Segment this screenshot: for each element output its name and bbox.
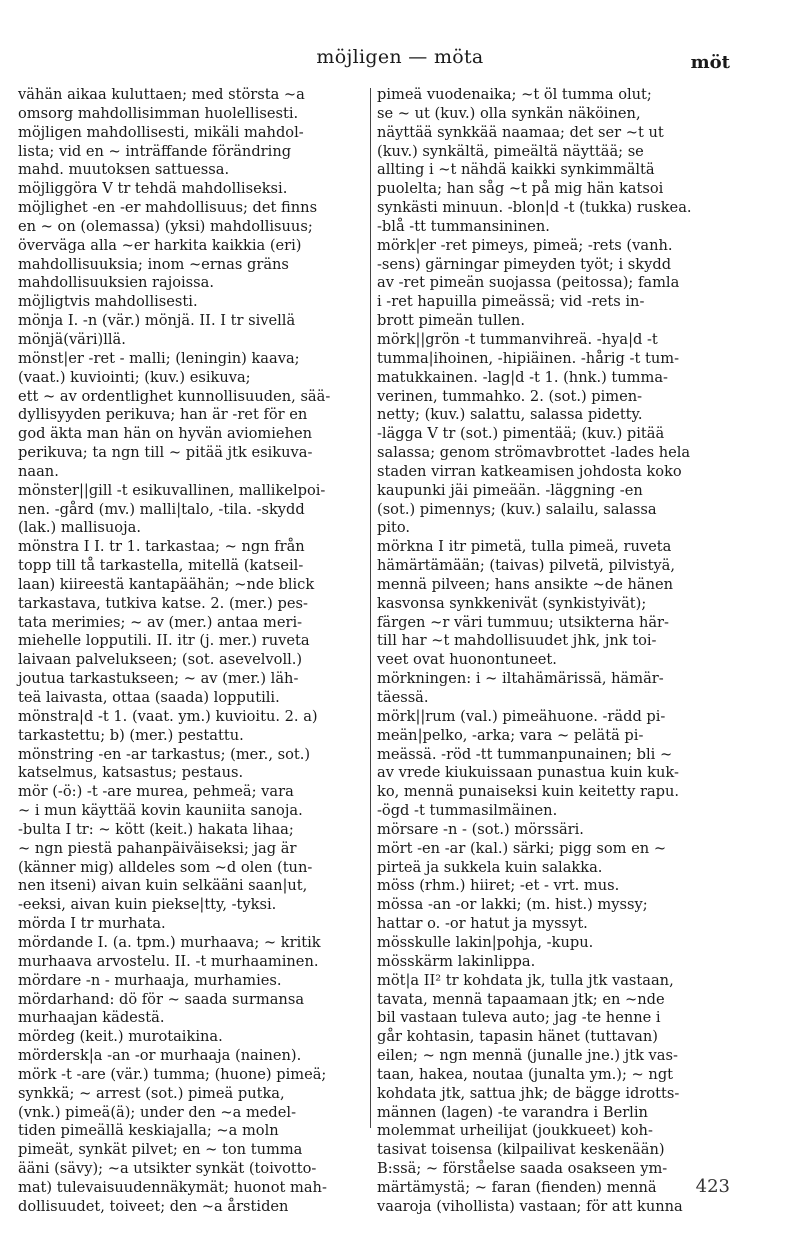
dictionary-line: murhaajan kädestä. xyxy=(18,1009,165,1027)
dictionary-line: näyttää synkkää naamaa; det ser ~t ut xyxy=(377,123,664,141)
dictionary-line: märtämystä; ~ faran (fienden) mennä xyxy=(377,1178,657,1196)
dictionary-line: (vaat.) kuviointi; (kuv.) esikuva; xyxy=(18,368,251,386)
dictionary-line: pirteä ja sukkela kuin salakka. xyxy=(377,858,603,876)
dictionary-line: mördande I. (a. tpm.) murhaava; ~ kritik xyxy=(18,933,321,951)
dictionary-line: männen (lagen) -te varandra i Berlin xyxy=(377,1103,648,1121)
dictionary-line: mahdollisuuksia; inom ~ernas gräns xyxy=(18,255,289,273)
dictionary-line: -lägga V tr (sot.) pimentää; (kuv.) pitää xyxy=(377,425,665,443)
dictionary-line: pimeä vuodenaika; ~t öl tumma olut; xyxy=(377,86,652,103)
dictionary-line: nen. -gård (mv.) malli|talo, -tila. -skydd xyxy=(18,500,305,518)
dictionary-line: synkästi minuun. -blon|d -t (tukka) ruskea. xyxy=(377,199,692,217)
dictionary-line: möjlighet -en -er mahdollisuus; det finns xyxy=(18,199,318,217)
dictionary-line: meässä. -röd -tt tummanpunainen; bli ~ xyxy=(377,745,673,763)
dictionary-line: perikuva; ta ngn till ~ pitää jtk esikuva- xyxy=(18,444,313,462)
dictionary-line: dollisuudet, toiveet; den ~a årstiden xyxy=(18,1197,289,1215)
dictionary-line: laan) kiireestä kantapäähän; ~nde blick xyxy=(18,575,315,593)
dictionary-line: (kuv.) synkältä, pimeältä näyttää; se xyxy=(377,142,644,160)
guide-word: möt xyxy=(690,52,730,73)
dictionary-line: nen itseni) aivan kuin selkääni saan|ut, xyxy=(18,877,308,895)
dictionary-line: mönst|er -ret - malli; (leningin) kaava; xyxy=(18,349,300,367)
dictionary-line: mördarhand: dö för ~ saada surmansa xyxy=(18,990,305,1008)
dictionary-line: mördare -n - murhaaja, murhamies. xyxy=(18,971,282,989)
dictionary-line: mösskärm lakinlippa. xyxy=(377,952,536,970)
dictionary-line: matukkainen. -lag|d -t 1. (hnk.) tumma- xyxy=(377,368,668,386)
dictionary-line: kasvonsa synkkenivät (synkistyivät); xyxy=(377,594,647,612)
dictionary-line: synkkä; ~ arrest (sot.) pimeä putka, xyxy=(18,1084,285,1102)
dictionary-line: färgen ~r väri tummuu; utsikterna här- xyxy=(377,613,669,631)
dictionary-line: -blå -tt tummansininen. xyxy=(377,217,550,235)
dictionary-line: allting i ~t nähdä kaikki synkimmältä xyxy=(377,161,655,179)
dictionary-line: mörk||grön -t tummanvihreä. -hya|d -t xyxy=(377,330,658,348)
dictionary-line: tarkastava, tutkiva katse. 2. (mer.) pes- xyxy=(18,594,308,612)
dictionary-line: mahd. muutoksen sattuessa. xyxy=(18,161,230,179)
dictionary-line: vaaroja (vihollista) vastaan; för att kunna xyxy=(377,1197,683,1215)
dictionary-line: kaupunki jäi pimeään. -läggning -en xyxy=(377,481,643,499)
dictionary-line: -sens) gärningar pimeyden työt; i skydd xyxy=(377,255,672,273)
dictionary-line: en ~ on (olemassa) (yksi) mahdollisuus; xyxy=(18,217,313,235)
dictionary-line: mörsare -n - (sot.) mörssäri. xyxy=(377,820,584,838)
dictionary-line: (sot.) pimennys; (kuv.) salailu, salassa xyxy=(377,500,657,518)
dictionary-line: mörk||rum (val.) pimeähuone. -rädd pi- xyxy=(377,707,666,725)
dictionary-line: taan, hakea, noutaa (junalta ym.); ~ ngt xyxy=(377,1065,674,1083)
dictionary-line: mörk -t -are (vär.) tumma; (huone) pimeä; xyxy=(18,1065,327,1083)
dictionary-line: möjligtvis mahdollisesti. xyxy=(18,293,198,311)
dictionary-line: miehelle lopputili. II. itr (j. mer.) ruveta xyxy=(18,632,310,650)
left-column xyxy=(18,86,365,1217)
dictionary-line: pito. xyxy=(377,519,411,537)
dictionary-line: -eeksi, aivan kuin piekse|tty, -tyksi. xyxy=(18,896,277,914)
dictionary-line: mönstra I I. tr 1. tarkastaa; ~ ngn från xyxy=(18,538,305,556)
dictionary-line: överväga alla ~er harkita kaikkia (eri) xyxy=(18,236,302,254)
dictionary-line: tiden pimeällä keskiajalla; ~a moln xyxy=(18,1122,279,1140)
dictionary-line: katselmus, katsastus; pestaus. xyxy=(18,764,244,782)
dictionary-line: B:ssä; ~ förståelse saada osakseen ym- xyxy=(377,1160,668,1178)
dictionary-line: netty; (kuv.) salattu, salassa pidetty. xyxy=(377,406,643,424)
dictionary-line: tata merimies; ~ av (mer.) antaa meri- xyxy=(18,613,303,631)
dictionary-line: mat) tulevaisuudennäkymät; huonot mah- xyxy=(18,1178,327,1196)
dictionary-line: bil vastaan tuleva auto; jag -te henne i xyxy=(377,1009,661,1027)
dictionary-line: tumma|ihoinen, -hipiäinen. -hårig -t tum- xyxy=(377,349,680,367)
dictionary-line: salassa; genom strömavbrottet -lades hela xyxy=(377,444,691,462)
dictionary-line: täessä. xyxy=(377,689,429,706)
dictionary-line: möss (rhm.) hiiret; -et - vrt. mus. xyxy=(377,877,620,895)
dictionary-line: veet ovat huonontuneet. xyxy=(377,651,557,669)
dictionary-line: joutua tarkastukseen; ~ av (mer.) läh- xyxy=(18,670,299,688)
dictionary-line: ääni (sävy); ~a utsikter synkät (toivotto- xyxy=(18,1160,317,1178)
dictionary-line: eilen; ~ ngn mennä (junalle jne.) jtk vas- xyxy=(377,1047,678,1065)
dictionary-line: mönstring -en -ar tarkastus; (mer., sot.) xyxy=(18,745,311,763)
dictionary-line: teä laivasta, ottaa (saada) lopputili. xyxy=(18,689,280,706)
dictionary-line: tasivat toisensa (kilpailivat keskenään) xyxy=(377,1141,665,1159)
dictionary-line: (lak.) mallisuoja. xyxy=(18,519,141,537)
dictionary-line: -bulta I tr: ~ kött (keit.) hakata lihaa; xyxy=(18,820,294,838)
running-head: möjligen — möta xyxy=(316,46,484,68)
dictionary-line: topp till tå tarkastella, mitellä (katseil- xyxy=(18,557,304,575)
dictionary-line: omsorg mahdollisimman huolellisesti. xyxy=(18,104,299,122)
dictionary-line: meän|pelko, -arka; vara ~ pelätä pi- xyxy=(377,726,644,744)
dictionary-line: lista; vid en ~ inträffande förändring xyxy=(18,142,292,160)
dictionary-line: mahdollisuuksien rajoissa. xyxy=(18,274,215,292)
dictionary-line: verinen, tummahko. 2. (sot.) pimen- xyxy=(377,387,643,405)
dictionary-line: av vrede kiukuissaan punastua kuin kuk- xyxy=(377,764,679,782)
dictionary-line: puolelta; han såg ~t på mig hän katsoi xyxy=(377,180,664,198)
dictionary-line: ett ~ av ordentlighet kunnollisuuden, sää- xyxy=(18,387,331,405)
dictionary-line: mörda I tr murhata. xyxy=(18,915,166,933)
right-column xyxy=(377,86,734,1217)
dictionary-line: mörkningen: i ~ iltahämärissä, hämär- xyxy=(377,670,664,688)
dictionary-line: se ~ ut (kuv.) olla synkän näköinen, xyxy=(377,104,641,122)
dictionary-line: -ögd -t tummasilmäinen. xyxy=(377,802,558,820)
dictionary-line: vähän aikaa kuluttaen; med största ~a xyxy=(18,86,305,103)
dictionary-line: mönstra|d -t 1. (vaat. ym.) kuvioitu. 2. a) xyxy=(18,707,318,725)
dictionary-line: mönja I. -n (vär.) mönjä. II. I tr sivellä xyxy=(18,312,296,330)
column-divider xyxy=(370,88,371,1128)
dictionary-line: mördeg (keit.) murotaikina. xyxy=(18,1028,223,1046)
dictionary-line: av -ret pimeän suojassa (peitossa); famla xyxy=(377,274,680,292)
dictionary-line: pimeät, synkät pilvet; en ~ ton tumma xyxy=(18,1141,303,1159)
dictionary-line: mördersk|a -an -or murhaaja (nainen). xyxy=(18,1047,302,1065)
dictionary-line: dyllisyyden perikuva; han är -ret för en xyxy=(18,406,308,424)
dictionary-line: mör (-ö:) -t -are murea, pehmeä; vara xyxy=(18,783,294,801)
dictionary-line: mennä pilveen; hans ansikte ~de hänen xyxy=(377,575,674,593)
dictionary-line: tarkastettu; b) (mer.) pestattu. xyxy=(18,726,244,744)
dictionary-line: molemmat urheilijat (joukkueet) koh- xyxy=(377,1122,653,1140)
dictionary-line: möjligen mahdollisesti, mikäli mahdol- xyxy=(18,123,304,141)
dictionary-line: laivaan palvelukseen; (sot. asevelvoll.) xyxy=(18,651,303,669)
dictionary-line: (känner mig) alldeles som ~d olen (tun- xyxy=(18,858,313,876)
dictionary-line: ~ ngn piestä pahanpäiväiseksi; jag är xyxy=(18,839,297,857)
dictionary-line: naan. xyxy=(18,462,59,480)
dictionary-line: mört -en -ar (kal.) särki; pigg som en ~ xyxy=(377,839,667,857)
dictionary-line: möjliggöra V tr tehdä mahdolliseksi. xyxy=(18,180,288,198)
dictionary-line: brott pimeän tullen. xyxy=(377,312,525,330)
dictionary-line: ko, mennä punaiseksi kuin keitetty rapu. xyxy=(377,783,680,801)
dictionary-line: mösskulle lakin|pohja, -kupu. xyxy=(377,933,594,951)
page-number: 423 xyxy=(695,1176,730,1197)
dictionary-line: god äkta man hän on hyvän aviomiehen xyxy=(18,425,312,443)
dictionary-line: mönjä(väri)llä. xyxy=(18,330,126,348)
dictionary-line: går kohtasin, tapasin hänet (tuttavan) xyxy=(377,1028,658,1046)
dictionary-line: i -ret hapuilla pimeässä; vid -rets in- xyxy=(377,293,645,311)
dictionary-line: hattar o. -or hatut ja myssyt. xyxy=(377,915,588,933)
dictionary-line: mörkna I itr pimetä, tulla pimeä, ruveta xyxy=(377,538,672,556)
dictionary-line: hämärtämään; (taivas) pilvetä, pilvistyä, xyxy=(377,557,675,575)
dictionary-line: mönster||gill -t esikuvallinen, mallikelpoi- xyxy=(18,481,326,499)
dictionary-line: mörk|er -ret pimeys, pimeä; -rets (vanh. xyxy=(377,236,673,254)
dictionary-line: (vnk.) pimeä(ä); under den ~a medel- xyxy=(18,1103,297,1121)
dictionary-line: staden virran katkeamisen johdosta koko xyxy=(377,462,682,480)
dictionary-line: ~ i mun käyttää kovin kauniita sanoja. xyxy=(18,802,303,820)
dictionary-line: möt|a II² tr kohdata jk, tulla jtk vastaan, xyxy=(377,971,674,989)
dictionary-line: mössa -an -or lakki; (m. hist.) myssy; xyxy=(377,896,648,914)
dictionary-line: till har ~t mahdollisuudet jhk, jnk toi- xyxy=(377,632,657,650)
dictionary-line: tavata, mennä tapaamaan jtk; en ~nde xyxy=(377,990,665,1008)
dictionary-line: murhaava arvostelu. II. -t murhaaminen. xyxy=(18,952,319,970)
dictionary-line: kohdata jtk, sattua jhk; de bägge idrotts- xyxy=(377,1084,680,1102)
